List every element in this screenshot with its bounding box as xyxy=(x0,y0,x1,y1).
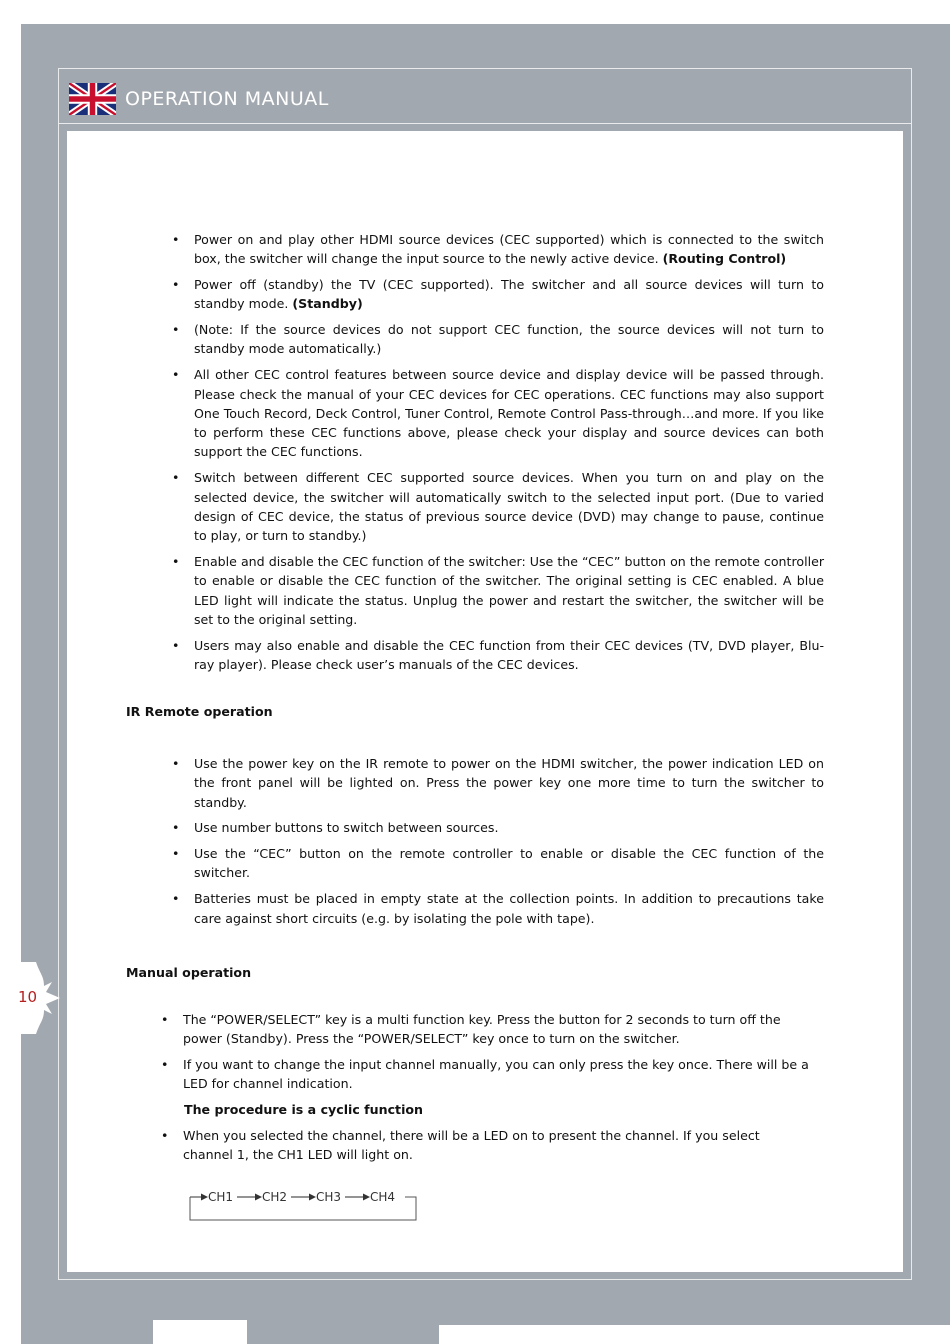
list-item: • Power on and play other HDMI source devices (CEC supported) which is connected to the switch box, the switcher will change the input source to the newly active device. (Routing Control) xyxy=(172,232,824,267)
manual-operation-list xyxy=(161,1010,813,1171)
content-area xyxy=(67,131,903,1272)
ir-remote-list xyxy=(172,754,824,934)
header-title: OPERATION MANUAL xyxy=(125,88,329,110)
cec-features-list xyxy=(172,230,824,681)
channel-label-ch3: CH3 xyxy=(316,1190,342,1204)
ir-section-title: IR Remote operation xyxy=(126,704,273,719)
list-item: • Users may also enable and disable the CEC function from their CEC devices (TV, DVD player, Blu-ray player). Please check user’s manuals of the CEC devices. xyxy=(172,637,824,672)
list-item: • Use the power key on the IR remote to power on the HDMI switcher, the power indication LED on the front panel will be lighted on. Press the power key one more time to turn the switcher to standby. xyxy=(172,756,824,810)
list-item: • If you want to change the input channel manually, you can only press the key once. There will be a LED for channel indication. xyxy=(161,1057,809,1092)
uk-flag-icon xyxy=(69,83,116,115)
channel-cycle-diagram xyxy=(187,1181,427,1225)
procedure-title: The procedure is a cyclic function xyxy=(184,1102,424,1118)
page-number: 10 xyxy=(18,988,38,1006)
list-item: • Switch between different CEC supported source devices. When you turn on and play on the selected device, the switcher will automatically switch to the selected input port. (Due to varied design of CEC device, the status of previous source device (DVD) may change to pause, continue to play, or turn to standby.) xyxy=(172,470,824,544)
list-item: • Power off (standby) the TV (CEC supported). The switcher and all source devices will turn to standby mode. (Standby) xyxy=(172,277,824,312)
list-item: • Use the “CEC” button on the remote controller to enable or disable the CEC function of the switcher. xyxy=(172,846,824,881)
list-item: • The “POWER/SELECT” key is a multi function key. Press the button for 2 seconds to turn off the power (Standby). Press the “POWER/SELECT” key once to turn on the switcher. xyxy=(161,1012,781,1047)
manual-section-title: Manual operation xyxy=(126,965,252,980)
channel-label-ch4: CH4 xyxy=(370,1190,396,1204)
header-divider xyxy=(58,123,912,124)
footer-strip xyxy=(439,1325,950,1344)
list-item: • Use number buttons to switch between sources. xyxy=(172,820,499,836)
list-item: • Batteries must be placed in empty state at the collection points. In addition to precautions take care against short circuits (e.g. by isolating the pole with tape). xyxy=(172,891,824,926)
list-item: • All other CEC control features between source device and display device will be passed through. Please check the manual of your CEC devices for CEC operations. CEC functions may also support One Touch Record, Deck Control, Tuner Control, Remote Control Pass-through…and more. If you like to perform these CEC functions above, please check your display and source devices can both support the CEC functions. xyxy=(172,367,824,460)
list-item: • (Note: If the source devices do not support CEC function, the source devices will not turn to standby mode automatically.) xyxy=(172,322,824,357)
footer-strip xyxy=(153,1320,247,1344)
channel-label-ch1: CH1 xyxy=(208,1190,234,1204)
list-item: • Enable and disable the CEC function of the switcher: Use the “CEC” button on the remote controller to enable or disable the CEC function of the switcher. The original setting is CEC enabled. A blue LED light will indicate the status. Unplug the power and restart the switcher, the switcher will be set to the original setting. xyxy=(172,553,824,627)
channel-label-ch2: CH2 xyxy=(262,1190,288,1204)
list-item: • When you selected the channel, there will be a LED on to present the channel. If you select channel 1, the CH1 LED will light on. xyxy=(161,1127,760,1163)
